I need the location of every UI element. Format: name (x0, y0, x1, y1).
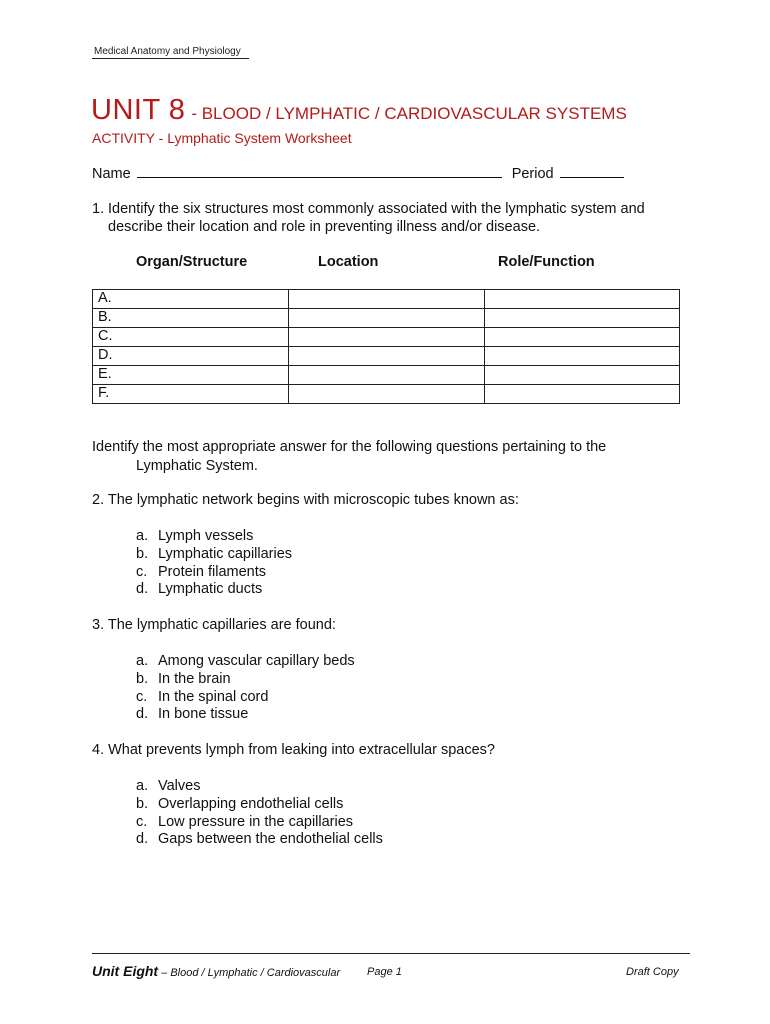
role-cell[interactable] (485, 309, 680, 328)
option-letter: d. (136, 581, 149, 598)
option-d[interactable] (136, 706, 355, 724)
instructions (92, 438, 692, 476)
option-letter: b. (136, 545, 149, 562)
option-text: Lymph vessels (158, 528, 254, 544)
question-3-options (136, 653, 355, 724)
option-letter: c. (136, 813, 148, 830)
option-letter: b. (136, 795, 149, 812)
location-cell[interactable] (289, 309, 485, 328)
option-d[interactable] (136, 831, 383, 849)
question-1-text: Identify the six structures most commonly associated with the lymphatic system and describe their location and role in preventing illness and/or disease. (108, 201, 645, 235)
option-text: Low pressure in the capillaries (158, 813, 354, 830)
role-cell[interactable] (485, 347, 680, 366)
question-4: 4. What prevents lymph from leaking into extracellular spaces? (92, 742, 495, 758)
name-blank[interactable] (137, 164, 502, 178)
course-header: Medical Anatomy and Physiology (92, 46, 249, 59)
question-2-options (136, 528, 292, 599)
option-c[interactable] (136, 689, 355, 707)
role-cell[interactable] (485, 385, 680, 404)
column-header-organ: Organ/Structure (136, 254, 248, 270)
option-text: Lymphatic ducts (158, 581, 263, 598)
location-cell[interactable] (289, 385, 485, 404)
footer-unit-label: Unit Eight (92, 963, 159, 979)
table-row (93, 328, 680, 347)
option-letter: a. (136, 528, 149, 544)
footer-unit (92, 963, 340, 979)
role-cell[interactable] (485, 328, 680, 347)
name-period-line (92, 164, 624, 182)
table-row (93, 347, 680, 366)
location-cell[interactable] (289, 347, 485, 366)
activity-title: ACTIVITY - Lymphatic System Worksheet (92, 130, 352, 146)
option-a[interactable] (136, 528, 292, 546)
option-letter: b. (136, 670, 149, 687)
option-text: Overlapping endothelial cells (158, 795, 344, 812)
structures-table (92, 289, 680, 404)
location-cell[interactable] (289, 290, 485, 309)
option-b[interactable] (136, 796, 383, 814)
option-text: Lymphatic capillaries (158, 545, 293, 562)
instructions-line-2: Lymphatic System. (136, 458, 258, 474)
unit-subtitle: - BLOOD / LYMPHATIC / CARDIOVASCULAR SYSTEMS (191, 104, 627, 123)
option-text: Valves (158, 778, 201, 794)
footer-unit-desc: – Blood / Lymphatic / Cardiovascular (161, 967, 341, 979)
row-label[interactable]: C. (93, 328, 289, 347)
option-a[interactable] (136, 778, 383, 796)
question-1 (92, 200, 692, 236)
location-cell[interactable] (289, 328, 485, 347)
option-b[interactable] (136, 546, 292, 564)
footer-page-number: Page 1 (367, 966, 402, 978)
option-c[interactable] (136, 564, 292, 582)
option-letter: a. (136, 653, 149, 669)
table-row (93, 366, 680, 385)
option-text: Gaps between the endothelial cells (158, 831, 383, 848)
option-d[interactable] (136, 581, 292, 599)
option-letter: d. (136, 831, 149, 848)
option-letter: d. (136, 706, 149, 723)
row-label[interactable]: E. (93, 366, 289, 385)
role-cell[interactable] (485, 366, 680, 385)
unit-number: UNIT 8 (91, 94, 186, 126)
row-label[interactable]: A. (93, 290, 289, 309)
instructions-line-1: Identify the most appropriate answer for the following questions pertaining to the (92, 439, 607, 455)
option-b[interactable] (136, 671, 355, 689)
table-row (93, 309, 680, 328)
table-row (93, 385, 680, 404)
option-letter: c. (136, 688, 148, 705)
column-header-role: Role/Function (498, 254, 595, 270)
option-text: In bone tissue (158, 706, 249, 723)
option-text: Among vascular capillary beds (158, 653, 355, 669)
period-label: Period (511, 166, 554, 182)
footer-status: Draft Copy (626, 966, 679, 978)
row-label[interactable]: B. (93, 309, 289, 328)
table-row (93, 290, 680, 309)
option-letter: c. (136, 563, 148, 580)
question-1-number: 1. (92, 201, 105, 217)
column-header-location: Location (318, 254, 379, 270)
period-blank[interactable] (560, 164, 624, 178)
unit-title (91, 94, 627, 127)
name-label: Name (92, 166, 131, 182)
option-text: In the spinal cord (158, 688, 269, 705)
footer-divider (92, 953, 690, 954)
question-2: 2. The lymphatic network begins with microscopic tubes known as: (92, 492, 519, 508)
row-label[interactable]: D. (93, 347, 289, 366)
role-cell[interactable] (485, 290, 680, 309)
row-label[interactable]: F. (93, 385, 289, 404)
question-3: 3. The lymphatic capillaries are found: (92, 617, 336, 633)
option-text: Protein filaments (158, 563, 266, 580)
option-a[interactable] (136, 653, 355, 671)
option-letter: a. (136, 778, 149, 794)
option-text: In the brain (158, 670, 231, 687)
location-cell[interactable] (289, 366, 485, 385)
question-4-options (136, 778, 383, 849)
option-c[interactable] (136, 814, 383, 832)
